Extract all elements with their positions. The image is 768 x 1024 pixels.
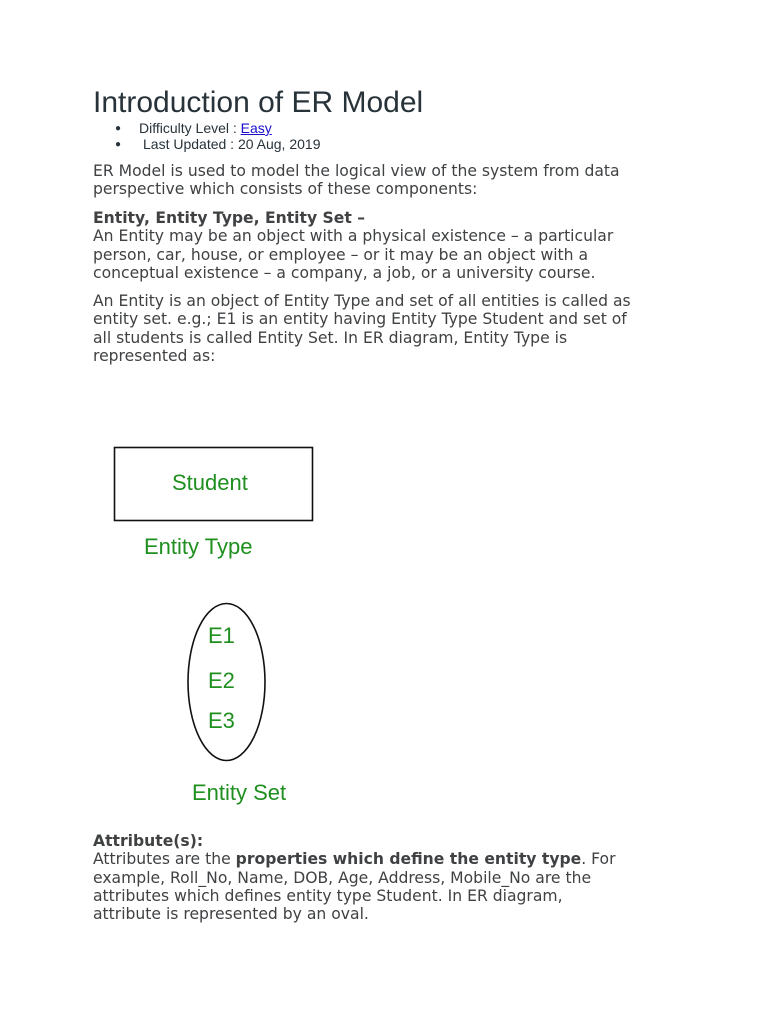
difficulty-label: Difficulty Level : <box>139 120 241 136</box>
entity-set-caption: Entity Set <box>192 780 287 805</box>
page-title: Introduction of ER Model <box>93 86 424 119</box>
attributes-paragraph: Attribute(s): Attributes are the properties which define the entity type. For example, Roll_No, Name, DOB, Age, Address, Mobile_No are the attributes which defines entity type Student. In ER diagram, attribute is represented by an oval. <box>93 832 693 923</box>
entity-heading: Entity, Entity Type, Entity Set – <box>93 209 366 227</box>
attributes-heading: Attribute(s): <box>93 832 204 850</box>
bullet-icon: ● <box>115 138 122 150</box>
entity-type-caption: Entity Type <box>144 534 253 559</box>
intro-paragraph: ER Model is used to model the logical view of the system from data perspective which consists of these components: <box>93 162 620 199</box>
entity-set-paragraph: An Entity is an object of Entity Type and set of all entities is called as entity set. e.g.; E1 is an entity having Entity Type Student and set of all students is called Entity Set. In ER diagram, Entity Type is represented as: <box>93 292 631 365</box>
attributes-bold-phrase: properties which define the entity type <box>235 850 582 869</box>
bullet-icon: ● <box>115 123 122 134</box>
entity-box-label: Student <box>172 470 248 495</box>
entity-set-item: E2 <box>208 668 235 693</box>
difficulty-link[interactable]: Easy <box>240 120 272 136</box>
entity-set-item: E3 <box>208 708 235 733</box>
entity-paragraph: Entity, Entity Type, Entity Set – An Entity may be an object with a physical existence – a particular person, car, house, or employee – or it may be an object with a conceptual existence – a company, a job, or a university course. <box>93 209 693 282</box>
entity-set-item: E1 <box>208 623 235 648</box>
last-updated-text: Last Updated : 20 Aug, 2019 <box>143 135 321 152</box>
